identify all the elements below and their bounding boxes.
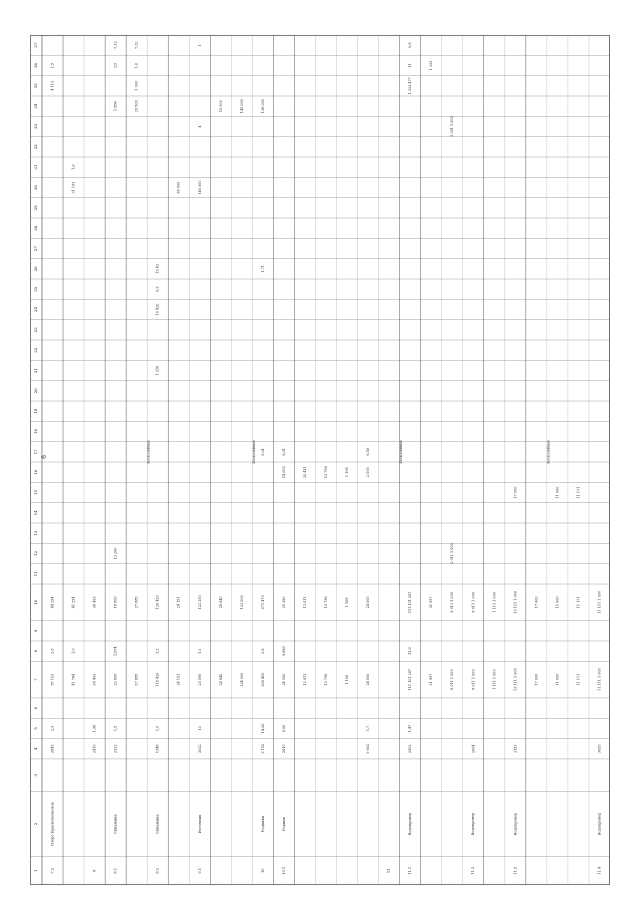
table-cell: 13 200 (113, 547, 118, 560)
table-cell: 2610 (281, 744, 286, 754)
table-cell: 3053 (597, 744, 602, 754)
table-cell: 17 000 (534, 673, 539, 686)
row-name: Водопровод (471, 812, 476, 836)
table-cell: 8 011 1 000 (471, 592, 476, 613)
table-cell: 22 800 (113, 673, 118, 686)
table-cell: 2 000 (366, 467, 371, 478)
table-cell: 206 400 (260, 672, 265, 687)
table-cell: 10 000 (218, 100, 223, 113)
table-cell: 17 000 (513, 486, 518, 499)
table-cell: 133 000 (239, 595, 244, 610)
column-number: 25 (33, 286, 38, 292)
table-cell: 9,880 (281, 646, 286, 657)
column-number: 11 (33, 571, 38, 577)
table-cell: 2,8 (260, 648, 265, 654)
table-cell: 271 470 (260, 595, 265, 610)
table-cell: 3153 (513, 744, 518, 754)
column-number: 36 (33, 62, 38, 69)
row-id: 8.1 (113, 867, 118, 874)
table-cell: 111 101 267 (408, 668, 413, 691)
table-cell: 13 798 (324, 673, 328, 686)
row-id: 11.2 (471, 866, 476, 875)
table-cell: 31 997 (429, 673, 434, 686)
table-cell: 11 (408, 63, 413, 68)
table-cell: 28 640 (218, 673, 223, 686)
column-number: 30 (33, 184, 38, 191)
table-cell: 12 011 (302, 673, 307, 686)
table-cell: 24 000 (366, 596, 371, 609)
row-id: 10 (260, 868, 265, 874)
table-cell: 11 000 (555, 673, 560, 686)
column-number: 37 (33, 42, 38, 48)
table-cell: 2 011 1 000 (450, 543, 455, 564)
row-id: 10.1 (281, 866, 286, 875)
column-number: 26 (33, 266, 38, 272)
column-number: 2 (33, 822, 38, 826)
table-cell: 1 (197, 44, 202, 47)
table-cell: 41 254 (71, 596, 76, 609)
column-number: 7 (33, 678, 38, 681)
row-id: 8.2 (155, 867, 160, 874)
table-cell: 1 108 (345, 597, 350, 608)
table-cell: 1 111 1 000 (492, 592, 497, 613)
table-cell: 20 590 (197, 673, 202, 686)
section-label: Бесхозяйные (546, 440, 551, 464)
table-cell: 1 108 (345, 467, 350, 478)
column-number: 23 (33, 327, 38, 333)
row-id: 11.3 (513, 866, 518, 875)
column-number: 14 (33, 510, 38, 516)
table-cell: 1,0 (155, 725, 160, 732)
table-cell: 24 000 (366, 673, 371, 686)
table-cell: 1,71 (260, 265, 265, 273)
table-cell: 1,98 (92, 724, 97, 733)
table-cell: 11 171 (576, 673, 581, 686)
table-cell: 4 113 (50, 80, 55, 91)
table-cell: 18 800 (113, 596, 118, 609)
table-cell: 1348 (155, 744, 160, 754)
row-name: Водопровод (408, 812, 413, 836)
table-cell: 80 000 (176, 181, 181, 194)
table-cell: 11 111 1 000 (597, 668, 602, 691)
column-number: 5 (33, 727, 38, 730)
row-id: 11 (387, 868, 392, 874)
column-number: 18 (33, 428, 38, 435)
table-cell: 38 493 (92, 673, 97, 686)
table-sheet (30, 35, 610, 885)
table-cell: 24 151 (176, 596, 181, 609)
table-cell: 14 000 (281, 466, 286, 479)
row-name: Родники (260, 815, 265, 833)
section-label: Бесхозяйные (399, 440, 404, 464)
row-name: Родник (281, 817, 286, 831)
table-cell: 38 493 (92, 596, 97, 609)
column-number: 6 (33, 706, 38, 710)
table-cell: 140 000 (239, 99, 244, 114)
row-id: 8 (92, 869, 97, 872)
table-cell: 3 152 (260, 743, 265, 754)
table-cell: 3,5 (113, 62, 118, 69)
table-cell: 1,0 (71, 648, 76, 654)
table-cell: 111 101 267 (408, 591, 413, 614)
column-number: 16 (33, 469, 38, 475)
table-cell: 122 350 (197, 595, 202, 610)
table-cell: 11,9 (408, 647, 413, 655)
table-cell: 31 193 (71, 181, 76, 194)
table-cell: 6,31 (281, 448, 286, 456)
table-cell: 9 602 (366, 743, 371, 754)
table-cell: 13 (197, 726, 202, 731)
table-cell: 1,5 (50, 62, 55, 69)
column-number: 3 (33, 773, 38, 777)
table-cell: 2,9 (50, 725, 55, 732)
table-cell: 24 151 (176, 673, 181, 686)
column-number: 35 (33, 83, 38, 89)
table-cell: 1,7 (366, 725, 371, 732)
table-cell: 13 (197, 648, 202, 654)
table-cell: 10 42 (155, 263, 160, 274)
table-cell: 8,50 (281, 724, 286, 733)
table-cell: 6,58 (366, 448, 371, 456)
table-cell: 11 111 1 000 (597, 591, 602, 614)
column-number: 9 (33, 629, 38, 633)
column-number: 8 (33, 649, 38, 653)
table-cell: 27 885 (134, 596, 139, 609)
table-cell: 140 000 (197, 180, 202, 195)
column-number: 4 (33, 747, 38, 751)
table-cell: 2842 (50, 744, 55, 754)
table-cell: 31 997 (429, 596, 434, 609)
column-number: 33 (33, 123, 38, 130)
row-name: Скважина (113, 814, 118, 834)
table-cell: 27 885 (134, 673, 139, 686)
table-cell: 3022 (197, 744, 202, 754)
table-cell: 6,31 (260, 448, 265, 456)
column-number: 32 (33, 144, 38, 150)
row-name: Озеро Краснопольское (50, 802, 55, 846)
table-cell: 13 798 (324, 596, 328, 609)
table-cell: 10 420 (155, 303, 160, 316)
column-number: 22 (33, 347, 38, 353)
table-cell: 1 218 (155, 365, 160, 376)
table-cell: 41 764 (71, 673, 76, 686)
row-name: Источник (197, 814, 202, 834)
table-cell: 12 011 (302, 596, 307, 609)
row-name: Водопровод (513, 812, 518, 836)
table-cell: 11 000 (555, 486, 560, 499)
column-number: 12 (33, 550, 38, 557)
column-number: 13 (33, 530, 38, 536)
column-number: 1 (33, 869, 38, 873)
table-cell: 136 000 (260, 99, 265, 114)
table-cell: 1,9 (71, 164, 76, 170)
table-cell: 1 108 (345, 674, 350, 685)
table-cell: 24 000 (281, 673, 286, 686)
table-cell: 2004 (471, 744, 476, 754)
table-cell: 87 113 (50, 673, 55, 686)
table-cell: 14,20 (260, 723, 265, 734)
column-number: 20 (33, 388, 38, 394)
table-cell: 1 333 (429, 60, 434, 71)
row-name: Скважина (155, 814, 160, 834)
table-cell: 17 000 (534, 596, 539, 609)
row-id: 11.1 (408, 866, 413, 875)
table-cell: 2902 (408, 744, 413, 754)
column-number: 28 (33, 225, 38, 231)
column-number: 21 (33, 367, 38, 374)
table-cell: 13 111 1 000 (513, 591, 518, 614)
column-number: 17 (33, 449, 38, 455)
table-cell: 13 798 (324, 466, 328, 479)
table-cell: 20 411 (302, 466, 307, 479)
table-frame (31, 36, 610, 885)
table-cell: 7,32 (113, 41, 118, 49)
row-id: 9.1 (197, 867, 202, 874)
table-cell: 1,0 (134, 62, 139, 69)
table-cell: 29 500 (134, 100, 139, 113)
table-cell: 1 111 1 000 (492, 669, 497, 690)
table-cell: 8 011 1 000 (450, 592, 455, 613)
table-cell: 1 300 (134, 80, 139, 91)
table-cell: 2410 (92, 744, 97, 754)
rotated-table-page (30, 35, 610, 885)
row-id: 11.4 (597, 866, 602, 875)
table-cell: 11 171 (576, 486, 581, 499)
column-number: 15 (33, 489, 38, 496)
table-cell: 13 111 1 000 (513, 668, 518, 691)
column-number: 29 (33, 205, 38, 211)
column-number: 19 (33, 408, 38, 414)
column-number: 31 (33, 164, 38, 170)
table-cell: 4 (197, 125, 202, 128)
section-label: Бесхозяйные (251, 440, 256, 464)
table-cell: 20 380 (281, 596, 286, 609)
table-cell: 28 640 (218, 596, 223, 609)
table-cell: 1 333 477 (408, 77, 413, 95)
table-cell: 126 420 (155, 595, 160, 610)
table-cell: 8 011 1 000 (450, 669, 455, 690)
column-number: 34 (33, 103, 38, 109)
table-cell: 44 254 (50, 596, 55, 609)
column-number: 27 (33, 245, 38, 252)
column-number: 10 (33, 599, 38, 605)
table-cell: 234 000 (239, 672, 244, 687)
table-cell: 2,8 (50, 648, 55, 654)
table-cell: 115 420 (155, 672, 160, 687)
page-number: 9 (39, 455, 46, 459)
table-cell: 3 001 1 000 (450, 116, 455, 137)
table-cell: 1 866 (113, 101, 118, 112)
table-cell: 1,5 (113, 725, 118, 732)
table-cell: 1,674 (113, 646, 118, 657)
table-cell: 0,8 (408, 42, 413, 48)
table-cell: 8 011 1 000 (471, 669, 476, 690)
table-cell: 1,47 (408, 724, 413, 733)
table-cell: 2322 (113, 744, 118, 754)
table-cell: 0,9 (155, 286, 160, 292)
table-cell: 11 171 (576, 596, 581, 609)
table-cell: 7,32 (134, 41, 139, 49)
row-name: Водопровод (597, 812, 602, 836)
row-id: 7.2 (50, 867, 55, 874)
table-cell: 11 000 (555, 596, 560, 609)
table-cell: 1,2 (155, 648, 160, 654)
column-number: 24 (33, 306, 38, 313)
section-label: Бесхозяйные (146, 440, 151, 464)
